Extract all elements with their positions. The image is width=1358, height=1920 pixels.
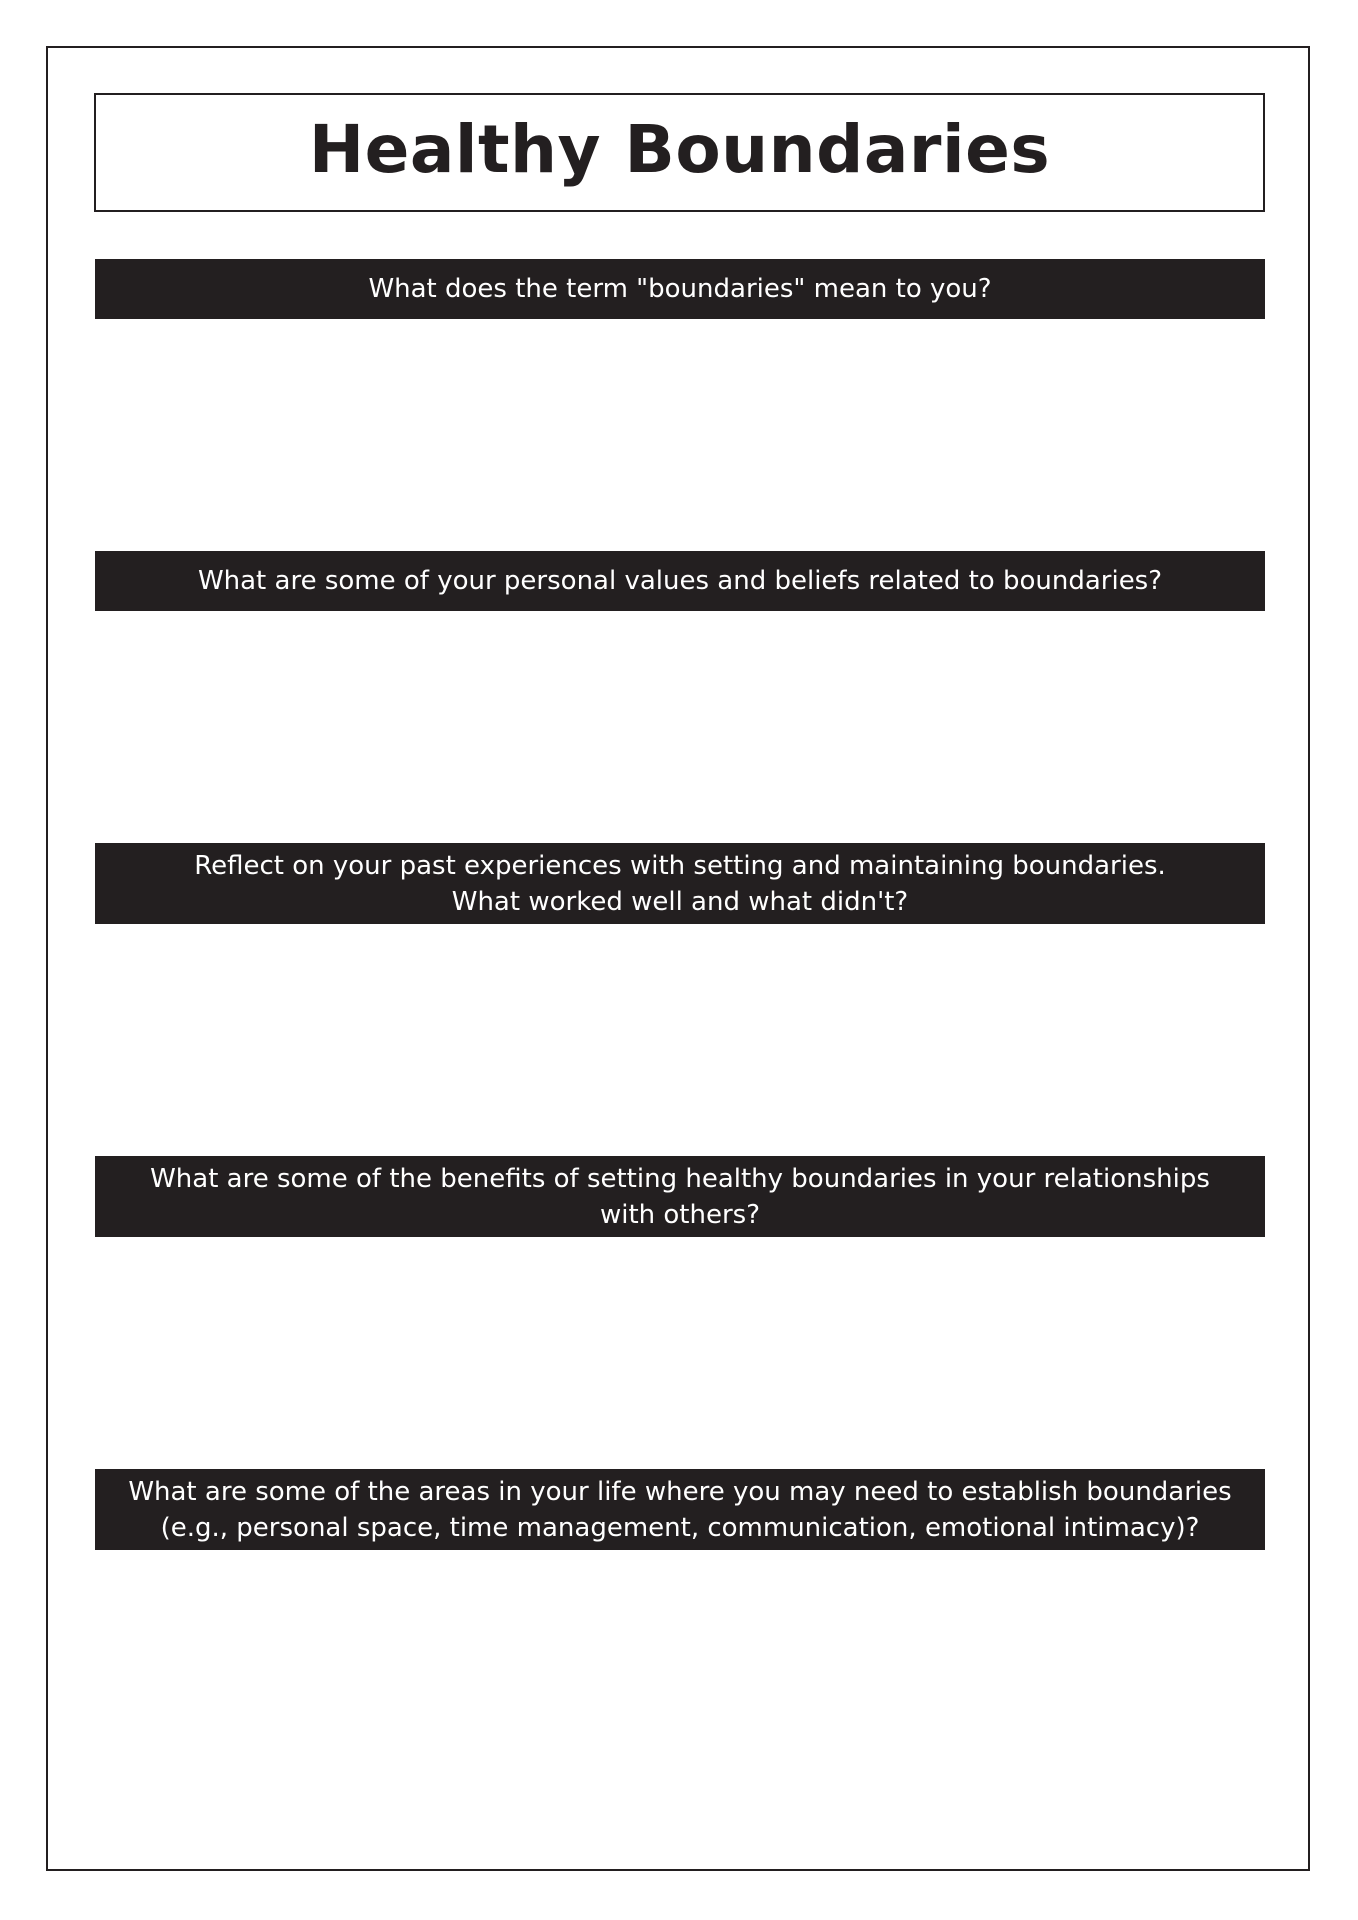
answer-area-1[interactable] <box>95 319 1265 551</box>
question-text-3: Reflect on your past experiences with setting and maintaining boundaries. What worked well and what didn't? <box>194 850 1166 917</box>
question-bar-3 <box>95 843 1265 924</box>
question-bar-5 <box>95 1469 1265 1550</box>
question-text-4: What are some of the benefits of setting healthy boundaries in your relationships with others? <box>150 1163 1210 1230</box>
answer-area-5[interactable] <box>95 1550 1265 1850</box>
answer-area-2[interactable] <box>95 611 1265 843</box>
page-title: Healthy Boundaries <box>308 110 1051 188</box>
title-box <box>94 93 1265 212</box>
question-bar-4 <box>95 1156 1265 1237</box>
question-bar-1 <box>95 259 1265 319</box>
answer-area-4[interactable] <box>95 1237 1265 1469</box>
answer-area-3[interactable] <box>95 924 1265 1156</box>
question-text-5: What are some of the areas in your life where you may need to establish boundaries (e.g., personal space, time management, communication, emotional intimacy)? <box>128 1476 1232 1543</box>
question-text-1: What does the term "boundaries" mean to you? <box>368 274 992 304</box>
question-text-2: What are some of your personal values and beliefs related to boundaries? <box>197 566 1163 596</box>
question-bar-2 <box>95 551 1265 611</box>
